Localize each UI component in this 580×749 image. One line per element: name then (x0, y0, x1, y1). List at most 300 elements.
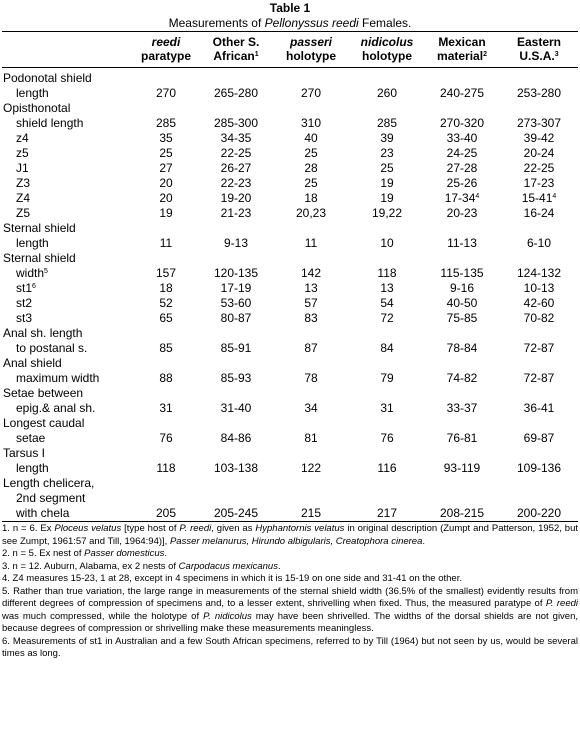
row-label (2, 281, 132, 296)
row-label (2, 461, 132, 476)
cell-value: 40-50 (446, 296, 478, 310)
table-cell (272, 86, 350, 101)
table-cell (350, 71, 424, 86)
footnote-text: 1. n = 6. Ex (2, 523, 55, 534)
cell-value: 25-26 (446, 176, 478, 190)
column-header (350, 32, 424, 68)
cell-value: 74-82 (446, 371, 478, 385)
row-label-text: shield length (16, 116, 84, 130)
cell-value: 84 (380, 341, 394, 355)
footnote-text: , given as (211, 523, 256, 534)
cell-value: 24-25 (446, 146, 478, 160)
table-row (2, 71, 578, 86)
footnote (2, 586, 578, 636)
footnote-text: 4. Z4 measures 15-23, 1 at 28, except in 4 specimens in which it is 15-19 on one side and 31-41 on the other. (2, 573, 462, 584)
cell-value: 217 (376, 506, 398, 520)
table-cell (350, 101, 424, 116)
cell-value: 25 (159, 146, 173, 160)
table-cell (424, 476, 500, 491)
table-cell (500, 371, 578, 386)
table-cell (200, 176, 272, 191)
table-cell (200, 491, 272, 506)
cell-value: 22-25 (220, 146, 252, 160)
cell-value: 53-60 (220, 296, 252, 310)
footnote-ref: 4 (552, 193, 557, 200)
row-label-text: Podonotal shield (3, 71, 92, 85)
table-cell (500, 161, 578, 176)
cell-value: 118 (377, 266, 397, 280)
cell-value: 78 (304, 371, 318, 385)
cell-value: 83 (304, 311, 318, 325)
cell-value: 19 (380, 191, 394, 205)
table-cell (424, 281, 500, 296)
table-label: Table 1 (269, 1, 311, 15)
table-cell (350, 446, 424, 461)
footnote-text: 2. n = 5. Ex nest of (2, 548, 85, 559)
table-cell (272, 311, 350, 326)
footnote-text: was much compressed, while the holotype of (2, 610, 204, 622)
table-cell (200, 476, 272, 491)
cell-value: 10 (380, 236, 394, 250)
table-cell (200, 206, 272, 221)
cell-value: 15-41 (521, 191, 553, 205)
table-row (2, 236, 578, 251)
table-cell (424, 191, 500, 206)
table-row (2, 101, 578, 116)
cell-value: 120-135 (213, 266, 259, 280)
table-cell (424, 491, 500, 506)
cell-value: 25 (380, 161, 394, 175)
table-cell (200, 131, 272, 146)
table-cell (424, 221, 500, 236)
footnote-text: may have been shrivelled. The widths of the dorsal shields are not given, because degrees of compression or shrivelling make these measurements meaningless. (2, 610, 579, 634)
footnote-ref: 6 (32, 283, 36, 290)
table-cell (132, 281, 200, 296)
row-label (2, 161, 132, 176)
row-label (2, 116, 132, 131)
table-cell (500, 191, 578, 206)
table-cell (200, 371, 272, 386)
footnote-text: . (277, 560, 281, 572)
table-row (2, 146, 578, 161)
cell-value: 17-19 (220, 281, 252, 295)
table-cell (132, 326, 200, 341)
cell-value: 116 (377, 461, 397, 475)
row-label-text: length (16, 86, 49, 100)
row-label-text: Length chelicera, (3, 476, 95, 490)
row-label (2, 326, 132, 341)
cell-value: 31 (159, 401, 173, 415)
cell-value: 39 (380, 131, 394, 145)
table-cell (272, 446, 350, 461)
caption-prefix: Measurements of (168, 16, 265, 30)
row-label-text: width (16, 266, 45, 280)
table-cell (500, 416, 578, 431)
table-cell (272, 116, 350, 131)
table-cell (272, 461, 350, 476)
table-row (2, 356, 578, 371)
table-cell (200, 446, 272, 461)
table-cell (424, 101, 500, 116)
column-header-line2: holotype (286, 49, 336, 63)
table-cell (200, 356, 272, 371)
table-cell (350, 281, 424, 296)
table-cell (500, 341, 578, 356)
cell-value: 19 (380, 176, 394, 190)
table-cell (424, 86, 500, 101)
table-cell (500, 356, 578, 371)
table-cell (500, 266, 578, 281)
table-cell (424, 341, 500, 356)
table-cell (500, 311, 578, 326)
table-row (2, 221, 578, 236)
row-label (2, 101, 132, 116)
table-cell (350, 236, 424, 251)
table-cell (272, 176, 350, 191)
table-cell (132, 236, 200, 251)
cell-value: 52 (159, 296, 173, 310)
row-label (2, 191, 132, 206)
footnote-text: 3. n = 12. Auburn, Alabama, ex 2 nests of (2, 560, 179, 572)
cell-value: 11-13 (447, 236, 477, 250)
table-cell (424, 296, 500, 311)
table-cell (272, 221, 350, 236)
table-row (2, 446, 578, 461)
table-cell (132, 386, 200, 401)
row-label-text: length (16, 236, 49, 250)
cell-value: 20 (159, 176, 173, 190)
cell-value: 11 (304, 236, 318, 250)
table-cell (500, 116, 578, 131)
table-cell (272, 401, 350, 416)
table-row (2, 266, 578, 281)
row-label-text: Anal sh. length (3, 326, 83, 340)
cell-value: 115-135 (440, 266, 484, 280)
footnote-ref: 4 (475, 193, 480, 200)
cell-value: 205-245 (213, 506, 259, 520)
header-row (2, 32, 578, 68)
table-cell (500, 206, 578, 221)
table-cell (272, 416, 350, 431)
table-cell (350, 86, 424, 101)
footnote-text: in original description (Zumpt and Patterson, 1952, but see Zumpt, 1961:57 and Till, 1964:94)], (2, 523, 578, 547)
cell-value: 18 (304, 191, 318, 205)
row-label (2, 251, 132, 266)
table-cell (200, 461, 272, 476)
table-cell (200, 311, 272, 326)
column-header-line2: holotype (362, 49, 412, 63)
table-cell (200, 296, 272, 311)
table-body (2, 71, 578, 521)
table-cell (132, 311, 200, 326)
cell-value: 310 (300, 116, 322, 130)
table-cell (500, 386, 578, 401)
cell-value: 69-87 (523, 431, 555, 445)
table-cell (200, 281, 272, 296)
row-label-text: epig.& anal sh. (16, 401, 96, 415)
table-cell (500, 281, 578, 296)
table-cell (132, 191, 200, 206)
table-cell (424, 356, 500, 371)
footnote-text: Hyphantornis velatus (255, 523, 345, 534)
table-cell (200, 386, 272, 401)
cell-value: 33-37 (446, 401, 478, 415)
table-cell (132, 86, 200, 101)
cell-value: 26-27 (220, 161, 252, 175)
cell-value: 19-20 (220, 191, 252, 205)
cell-value: 31-40 (220, 401, 252, 415)
footnote (2, 523, 578, 548)
table-cell (200, 266, 272, 281)
row-label-text: z5 (16, 146, 29, 160)
column-header (424, 32, 500, 68)
table-cell (272, 296, 350, 311)
table-cell (272, 101, 350, 116)
footnote-text: Carpodacus mexicanus (178, 560, 278, 572)
cell-value: 208-215 (439, 506, 485, 520)
table-cell (132, 116, 200, 131)
table-cell (350, 251, 424, 266)
column-header-line1: Mexican (438, 35, 486, 49)
cell-value: 76 (159, 431, 173, 445)
table-row (2, 191, 578, 206)
cell-value: 273-307 (516, 116, 562, 130)
table-row (2, 506, 578, 521)
row-label (2, 296, 132, 311)
row-label (2, 311, 132, 326)
table-cell (272, 476, 350, 491)
cell-value: 19,22 (371, 206, 403, 220)
footnote (2, 548, 578, 561)
table-cell (272, 371, 350, 386)
table-cell (350, 386, 424, 401)
cell-value: 75-85 (446, 311, 478, 325)
footnote-text: . (164, 548, 168, 559)
cell-value: 205 (155, 506, 177, 520)
cell-value: 81 (304, 431, 318, 445)
cell-value: 25 (304, 146, 318, 160)
table-cell (132, 476, 200, 491)
row-label (2, 221, 132, 236)
table-cell (350, 371, 424, 386)
cell-value: 270 (155, 86, 177, 100)
footnote-text: P. reedi (179, 523, 212, 534)
cell-value: 17-34 (444, 191, 476, 205)
row-label (2, 416, 132, 431)
footnote-ref: 5 (44, 268, 48, 275)
row-label (2, 71, 132, 86)
table-cell (200, 506, 272, 521)
footnote-text: Passer melanurus, Hirundo albigularis, Creatophora cinerea (169, 535, 423, 547)
table-cell (500, 446, 578, 461)
table-row (2, 251, 578, 266)
cell-value: 28 (304, 161, 318, 175)
cell-value: 78-84 (446, 341, 478, 355)
table-cell (272, 131, 350, 146)
table-cell (350, 266, 424, 281)
footnote-text: P. reedi (545, 598, 579, 609)
table-cell (350, 461, 424, 476)
cell-value: 20 (159, 191, 173, 205)
caption-species: Pellonyssus reedi (264, 16, 359, 30)
column-header-line1: reedi (151, 35, 181, 49)
cell-value: 79 (380, 371, 394, 385)
table-cell (132, 461, 200, 476)
cell-value: 93-119 (443, 461, 481, 475)
table-cell (500, 131, 578, 146)
table-cell (350, 431, 424, 446)
cell-value: 22-23 (220, 176, 252, 190)
row-label-text: Z5 (16, 206, 31, 220)
column-header (200, 32, 272, 68)
table-cell (500, 461, 578, 476)
table-cell (200, 86, 272, 101)
table-cell (200, 191, 272, 206)
row-label (2, 431, 132, 446)
cell-value: 76-81 (446, 431, 478, 445)
table-cell (350, 221, 424, 236)
footnote-text: Ploceus velatus (54, 523, 122, 534)
cell-value: 17-23 (523, 176, 555, 190)
row-label (2, 131, 132, 146)
row-label-text: Sternal shield (3, 221, 76, 235)
row-label (2, 146, 132, 161)
cell-value: 118 (156, 461, 176, 475)
cell-value: 13 (380, 281, 394, 295)
cell-value: 13 (304, 281, 318, 295)
column-header (500, 32, 578, 68)
table-cell (200, 341, 272, 356)
column-header-line1: passeri (289, 35, 333, 49)
cell-value: 103-138 (213, 461, 259, 475)
cell-value: 20-23 (446, 206, 478, 220)
row-label-text: Longest caudal (3, 416, 85, 430)
table-cell (424, 176, 500, 191)
row-label-text: z4 (16, 131, 29, 145)
table-cell (132, 431, 200, 446)
cell-value: 9-16 (449, 281, 475, 295)
cell-value: 27 (159, 161, 173, 175)
column-header-line1: nidicolus (360, 35, 414, 49)
table-row (2, 386, 578, 401)
table-cell (200, 236, 272, 251)
footnote-text: 5. Rather than true variation, the large range in measurements of the sternal shield width (36.5% of the smallest) evidently results from different degrees of compression of specimens and, to a lesser extent, shrivelling when fixed. Thus, the measured paratype of (2, 585, 578, 609)
table-cell (424, 116, 500, 131)
cell-value: 70-82 (523, 311, 555, 325)
cell-value: 285 (155, 116, 177, 130)
table-cell (132, 491, 200, 506)
cell-value: 21-23 (220, 206, 252, 220)
table-cell (200, 116, 272, 131)
cell-value: 16-24 (523, 206, 555, 220)
cell-value: 124-132 (516, 266, 562, 280)
table-cell (200, 101, 272, 116)
cell-value: 31 (380, 401, 394, 415)
cell-value: 19 (159, 206, 173, 220)
row-label-text: J1 (16, 161, 29, 175)
table-cell (350, 311, 424, 326)
table-cell (500, 491, 578, 506)
table-row (2, 416, 578, 431)
table-cell (132, 266, 200, 281)
table-cell (350, 476, 424, 491)
cell-value: 35 (159, 131, 173, 145)
table-cell (132, 71, 200, 86)
table-cell (350, 416, 424, 431)
cell-value: 270 (300, 86, 322, 100)
table-cell (350, 341, 424, 356)
table-cell (200, 401, 272, 416)
table-cell (200, 416, 272, 431)
table-cell (350, 176, 424, 191)
footnote-text: . (422, 535, 426, 547)
table-cell (272, 326, 350, 341)
table-header (2, 32, 578, 71)
table-cell (500, 71, 578, 86)
table-cell (200, 161, 272, 176)
table-caption (2, 16, 578, 31)
row-label-text: st3 (16, 311, 33, 325)
table-cell (500, 506, 578, 521)
table-cell (200, 221, 272, 236)
table-cell (272, 281, 350, 296)
table-cell (350, 206, 424, 221)
cell-value: 240-275 (439, 86, 485, 100)
table-cell (132, 161, 200, 176)
row-label (2, 371, 132, 386)
row-label-text: maximum width (16, 371, 100, 385)
cell-value: 200-220 (516, 506, 562, 520)
table-cell (500, 86, 578, 101)
footnote (2, 573, 578, 586)
table-cell (500, 476, 578, 491)
table-cell (424, 161, 500, 176)
table-row (2, 116, 578, 131)
row-label-text: Sternal shield (3, 251, 76, 265)
table-cell (272, 146, 350, 161)
table-cell (424, 206, 500, 221)
table-row (2, 461, 578, 476)
cell-value: 33-40 (446, 131, 478, 145)
table-cell (350, 131, 424, 146)
row-label-text: st1 (16, 281, 33, 295)
table-row (2, 311, 578, 326)
footnote-text: Passer domesticus (84, 548, 165, 559)
footnote-text: [type host of (121, 523, 180, 534)
cell-value: 88 (159, 371, 173, 385)
cell-value: 265-280 (213, 86, 259, 100)
cell-value: 10-13 (523, 281, 555, 295)
table-cell (350, 146, 424, 161)
row-label (2, 86, 132, 101)
table-cell (500, 296, 578, 311)
cell-value: 260 (376, 86, 398, 100)
table-cell (200, 431, 272, 446)
cell-value: 20,23 (295, 206, 327, 220)
table-cell (132, 371, 200, 386)
row-label-text: length (16, 461, 49, 475)
measurements-table (2, 32, 578, 521)
table-cell (272, 356, 350, 371)
cell-value: 84-86 (220, 431, 252, 445)
table-cell (350, 116, 424, 131)
column-header-line2: African (213, 49, 255, 63)
table-cell (500, 236, 578, 251)
table-cell (272, 266, 350, 281)
footnotes (2, 522, 578, 661)
table-cell (424, 146, 500, 161)
table-row (2, 131, 578, 146)
